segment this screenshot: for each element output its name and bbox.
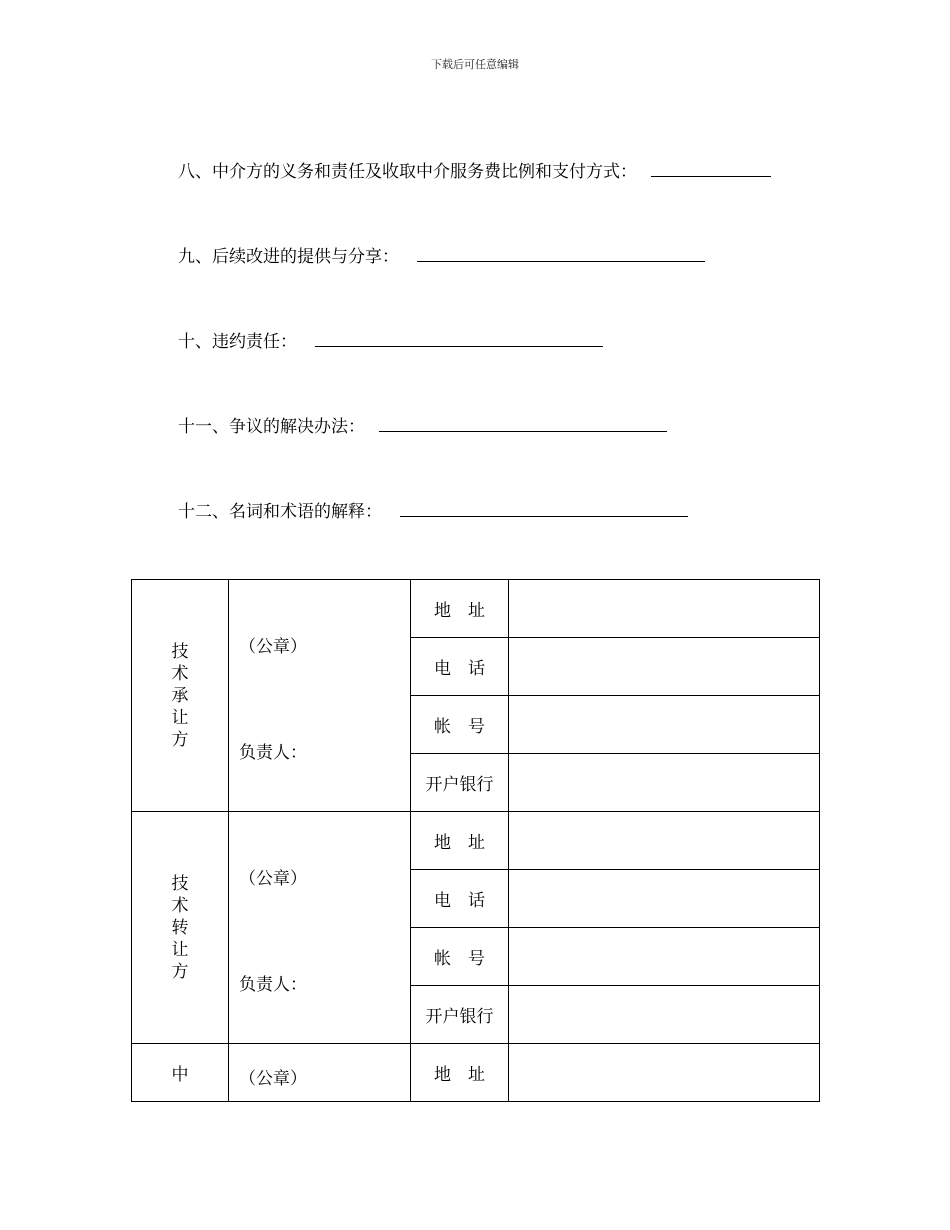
field-value-phone[interactable] [509, 638, 820, 696]
field-label-address: 地 址 [411, 812, 509, 870]
seal-cell [229, 580, 411, 812]
clause-10-blank[interactable] [315, 345, 603, 347]
clause-8-label: 八、中介方的义务和责任及收取中介服务费比例和支付方式： [178, 162, 637, 182]
party-name-cell [132, 812, 229, 1044]
clause-12-label: 十二、名词和术语的解释： [178, 502, 382, 522]
clause-11 [178, 412, 667, 437]
clause-8-blank[interactable] [651, 175, 771, 177]
clause-9-label: 九、后续改进的提供与分享： [178, 247, 399, 267]
party-name-intermediary: 中 [171, 1065, 189, 1085]
clause-11-blank[interactable] [379, 430, 667, 432]
seal-cell [229, 812, 411, 1044]
field-label-bank: 开户银行 [411, 986, 509, 1044]
field-value-bank[interactable] [509, 754, 820, 812]
clause-10 [178, 327, 603, 352]
field-label-phone: 电 话 [411, 870, 509, 928]
party-name-cell [132, 1044, 229, 1102]
responsible-label: 负责人： [239, 975, 307, 995]
table-row [132, 812, 820, 870]
clause-9-blank[interactable] [417, 260, 705, 262]
clause-8 [178, 157, 771, 182]
seal-cell [229, 1044, 411, 1102]
field-value-address[interactable] [509, 812, 820, 870]
party-name-assignee: 技 术 承 让 方 [171, 641, 189, 750]
field-value-address[interactable] [509, 1044, 820, 1102]
table-row [132, 1044, 820, 1102]
signature-table [131, 579, 820, 1102]
seal-label: （公章） [239, 869, 307, 889]
responsible-label: 负责人： [239, 743, 307, 763]
field-label-bank: 开户银行 [411, 754, 509, 812]
header-note: 下载后可任意编辑 [431, 58, 519, 71]
clause-11-label: 十一、争议的解决办法： [178, 417, 365, 437]
field-label-address: 地 址 [411, 580, 509, 638]
field-label-phone: 电 话 [411, 638, 509, 696]
field-label-account: 帐 号 [411, 696, 509, 754]
table-row [132, 580, 820, 638]
field-value-account[interactable] [509, 696, 820, 754]
field-label-address: 地 址 [411, 1044, 509, 1102]
party-name-transferor: 技 术 转 让 方 [171, 873, 189, 982]
field-value-bank[interactable] [509, 986, 820, 1044]
field-value-address[interactable] [509, 580, 820, 638]
field-value-account[interactable] [509, 928, 820, 986]
clause-9 [178, 242, 705, 267]
field-label-account: 帐 号 [411, 928, 509, 986]
seal-label: （公章） [239, 637, 307, 657]
field-value-phone[interactable] [509, 870, 820, 928]
clause-10-label: 十、违约责任： [178, 332, 297, 352]
clause-12-blank[interactable] [400, 515, 688, 517]
clause-12 [178, 497, 688, 522]
party-name-cell [132, 580, 229, 812]
seal-label: （公章） [239, 1069, 307, 1089]
